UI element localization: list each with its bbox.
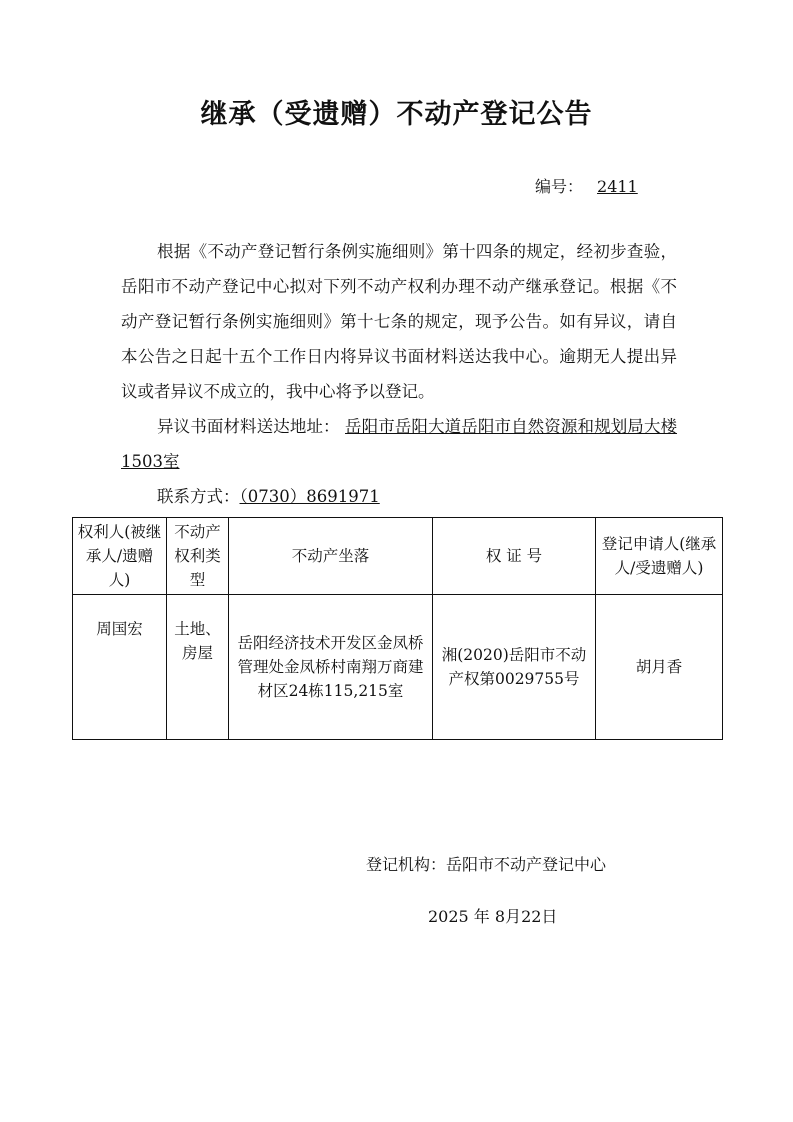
- notice-paragraph: 根据《不动产登记暂行条例实施细则》第十四条的规定，经初步查验，岳阳市不动产登记中心拟对下列不动产权利办理不动产继承登记。根据《不动产登记暂行条例实施细则》第十七条的规定，现予公告。如有异议，请自本公告之日起十五个工作日内将异议书面材料送达我中心。逾期无人提出异议或者异议不成立的，我中心将予以登记。: [121, 242, 677, 401]
- notice-body: [121, 234, 677, 514]
- registration-authority: 登记机构：岳阳市不动产登记中心: [366, 855, 607, 874]
- cell-certificate: 湘(2020)岳阳市不动产权第0029755号: [433, 595, 596, 740]
- contact-value: （0730）8691971: [239, 487, 380, 506]
- table-row: [73, 595, 723, 740]
- notice-date: 2025 年 8月22日: [428, 907, 558, 926]
- cell-location: 岳阳经济技术开发区金凤桥管理处金凤桥村南翔万商建材区24栋115,215室: [229, 595, 433, 740]
- header-applicant: 登记申请人(继承人/受遗赠人): [596, 518, 723, 595]
- notice-number-label: 编号：: [535, 177, 584, 196]
- cell-applicant: 胡月香: [596, 595, 723, 740]
- table-header-row: [73, 518, 723, 595]
- contact-label: 联系方式：: [157, 487, 240, 506]
- objection-address-label: 异议书面材料送达地址：: [157, 417, 340, 436]
- header-location: 不动产坐落: [229, 518, 433, 595]
- objection-address-value: 岳阳市岳阳大道岳阳市自然资源和规划局大楼1503室: [121, 417, 678, 471]
- notice-title: 继承（受遗赠）不动产登记公告: [200, 99, 593, 130]
- cell-type: 土地、房屋: [167, 595, 229, 740]
- cell-holder: 周国宏: [73, 595, 167, 740]
- objection-address: [121, 409, 677, 479]
- header-type: 不动产权利类型: [167, 518, 229, 595]
- header-holder: 权利人(被继承人/遗赠人): [73, 518, 167, 595]
- registration-table: [72, 517, 723, 740]
- notice-number-value: 2411: [597, 177, 638, 196]
- notice-number: [535, 174, 638, 197]
- header-certificate: 权 证 号: [433, 518, 596, 595]
- contact-line: [121, 479, 677, 514]
